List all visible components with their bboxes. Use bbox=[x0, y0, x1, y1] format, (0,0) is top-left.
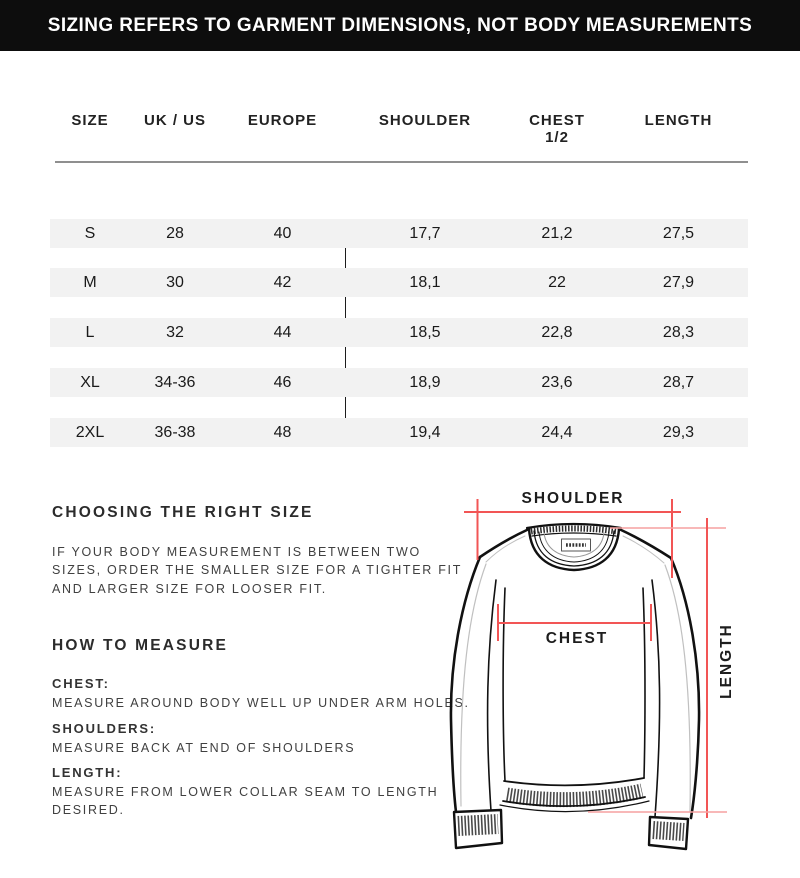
cell-length: 29,3 bbox=[662, 424, 695, 441]
column-header-length: LENGTH bbox=[644, 112, 713, 129]
shoulder-seam-left bbox=[480, 529, 529, 557]
collar-rib bbox=[531, 529, 617, 532]
shoulder-diagram-label: SHOULDER bbox=[521, 490, 625, 507]
desc-line: DESIRED. bbox=[52, 803, 125, 818]
table-header-divider bbox=[55, 161, 748, 163]
sweater-measurement-diagram bbox=[430, 470, 750, 870]
cell-length: 27,5 bbox=[662, 225, 695, 242]
measure-shoulders-label: SHOULDERS: bbox=[52, 721, 156, 736]
waistband-rib bbox=[507, 791, 642, 800]
cell-shoulder: 18,9 bbox=[409, 374, 441, 391]
cell-shoulder: 18,1 bbox=[409, 274, 441, 291]
body-side-right bbox=[643, 588, 645, 778]
column-header-uk-us: UK / US bbox=[143, 112, 206, 129]
sleeve-right-inner bbox=[652, 580, 660, 817]
paragraph-line: IF YOUR BODY MEASUREMENT IS BETWEEN TWO bbox=[52, 545, 421, 559]
measure-shoulders-desc: MEASURE BACK AT END OF SHOULDERS bbox=[52, 741, 356, 755]
paragraph-line: AND LARGER SIZE FOR LOOSER FIT. bbox=[52, 581, 327, 596]
cell-chest-half: 21,2 bbox=[541, 225, 573, 242]
cell-europe: 44 bbox=[273, 324, 292, 341]
cell-chest-half: 23,6 bbox=[541, 374, 573, 391]
sleeve-left-outer bbox=[451, 557, 480, 812]
paragraph-line: SIZES, ORDER THE SMALLER SIZE FOR A TIGHTER FIT bbox=[52, 563, 463, 578]
waistband-top bbox=[504, 778, 644, 785]
measure-chest-label: CHEST: bbox=[52, 676, 110, 691]
cell-europe: 48 bbox=[273, 424, 292, 441]
table-row-m bbox=[50, 268, 748, 297]
cell-size: 2XL bbox=[75, 424, 105, 441]
chest-diagram-label: CHEST bbox=[545, 630, 609, 647]
shoulder-seam-right bbox=[619, 529, 671, 558]
cell-uk-us: 28 bbox=[166, 225, 184, 242]
banner-text: SIZING REFERS TO GARMENT DIMENSIONS, NOT BODY MEASUREMENTS bbox=[47, 14, 753, 36]
measure-length-label: LENGTH: bbox=[52, 765, 123, 780]
table-row-l bbox=[50, 318, 748, 347]
cell-uk-us: 30 bbox=[166, 274, 184, 291]
banner bbox=[0, 0, 800, 51]
cell-shoulder: 19,4 bbox=[409, 424, 441, 441]
cell-size: L bbox=[85, 324, 95, 341]
body-side-left bbox=[503, 588, 505, 781]
column-header-chest-label: CHEST bbox=[529, 112, 585, 129]
size-table-header bbox=[50, 108, 748, 146]
length-diagram-label: LENGTH bbox=[718, 623, 735, 699]
column-header-europe: EUROPE bbox=[247, 112, 318, 129]
column-header-shoulder: SHOULDER bbox=[378, 112, 472, 129]
cell-chest-half: 24,4 bbox=[541, 424, 573, 441]
table-row-xl bbox=[50, 368, 748, 397]
cell-size: S bbox=[84, 225, 96, 242]
choosing-size-heading: CHOOSING THE RIGHT SIZE bbox=[52, 504, 314, 521]
cell-size: M bbox=[83, 274, 97, 291]
column-header-chest bbox=[505, 108, 609, 146]
cell-shoulder: 18,5 bbox=[409, 324, 441, 341]
table-row-2xl bbox=[50, 418, 748, 447]
cell-chest-half: 22,8 bbox=[541, 324, 573, 341]
cell-length: 28,3 bbox=[662, 324, 695, 341]
cell-uk-us: 36-38 bbox=[154, 424, 196, 441]
measurement-labels bbox=[522, 490, 735, 699]
cell-length: 28,7 bbox=[662, 374, 695, 391]
cell-europe: 42 bbox=[273, 274, 292, 291]
sleeve-left-inner bbox=[488, 580, 496, 811]
table-row-s bbox=[50, 219, 748, 248]
sweater-illustration bbox=[451, 524, 699, 849]
cell-europe: 46 bbox=[273, 374, 292, 391]
cell-uk-us: 34-36 bbox=[154, 374, 196, 391]
cell-length: 27,9 bbox=[662, 274, 695, 291]
cell-europe: 40 bbox=[273, 225, 292, 242]
measure-length-desc bbox=[52, 783, 438, 820]
column-header-chest-sublabel: 1/2 bbox=[545, 129, 569, 146]
cell-chest-half: 22 bbox=[548, 274, 566, 291]
desc-line: MEASURE FROM LOWER COLLAR SEAM TO LENGTH bbox=[52, 785, 439, 799]
measure-chest-desc: MEASURE AROUND BODY WELL UP UNDER ARM HOLES. bbox=[52, 696, 470, 710]
column-header-size: SIZE bbox=[71, 112, 109, 129]
cell-shoulder: 17,7 bbox=[409, 225, 441, 242]
cell-size: XL bbox=[80, 374, 100, 391]
cell-uk-us: 32 bbox=[166, 324, 184, 341]
how-to-measure-heading: HOW TO MEASURE bbox=[52, 637, 229, 654]
choosing-size-paragraph bbox=[52, 543, 462, 598]
